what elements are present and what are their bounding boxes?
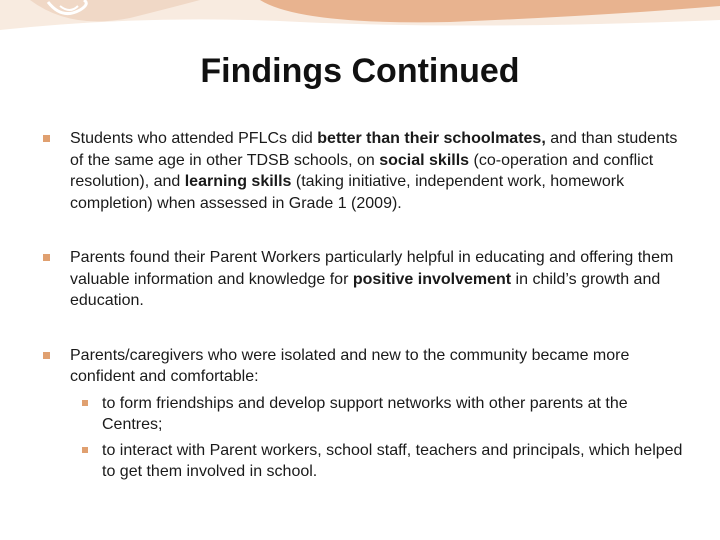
- emphasis-social-skills: social skills: [379, 151, 470, 169]
- bullet-list: [40, 128, 690, 482]
- sub-bullet-square-icon: [82, 447, 88, 453]
- bullet-square-icon: [43, 135, 50, 142]
- sub-bullet-friendships: to form friendships and develop support networks with other parents at the Centres;: [70, 393, 690, 435]
- bullet-item-caregivers: Parents/caregivers who were isolated and new to the community became more confident and comfortable: to form friendships and develop support networks with other parents at the Centres; to interact with Parent workers, school staff, teachers and principals, which helped to get them involved in school.: [40, 345, 690, 482]
- emphasis-positive-involvement: positive involvement: [352, 270, 512, 288]
- bullet-item-parents: Parents found their Parent Workers particularly helpful in educating and offering them valuable information and knowledge for positive involvement in child’s growth and education.: [40, 247, 690, 312]
- bullet-square-icon: [43, 352, 50, 359]
- emphasis-better-than-schoolmates: better than their schoolmates,: [317, 130, 546, 147]
- header-decoration: [0, 0, 720, 60]
- bullet-item-students: Students who attended PFLCs did better than their schoolmates, and than students of the same age in other TDSB schools, on social skills (co-operation and conflict resolution), and learning skills (taking initiative, independent work, homework completion) when assessed in Grade 1 (2009).: [40, 128, 690, 214]
- bullet-square-icon: [43, 254, 50, 261]
- sub-bullet-square-icon: [82, 400, 88, 406]
- sub-bullet-interact: to interact with Parent workers, school staff, teachers and principals, which helped to get them involved in school.: [70, 440, 690, 482]
- slide-title: Findings Continued: [200, 52, 520, 90]
- emphasis-learning-skills: learning skills: [184, 173, 292, 190]
